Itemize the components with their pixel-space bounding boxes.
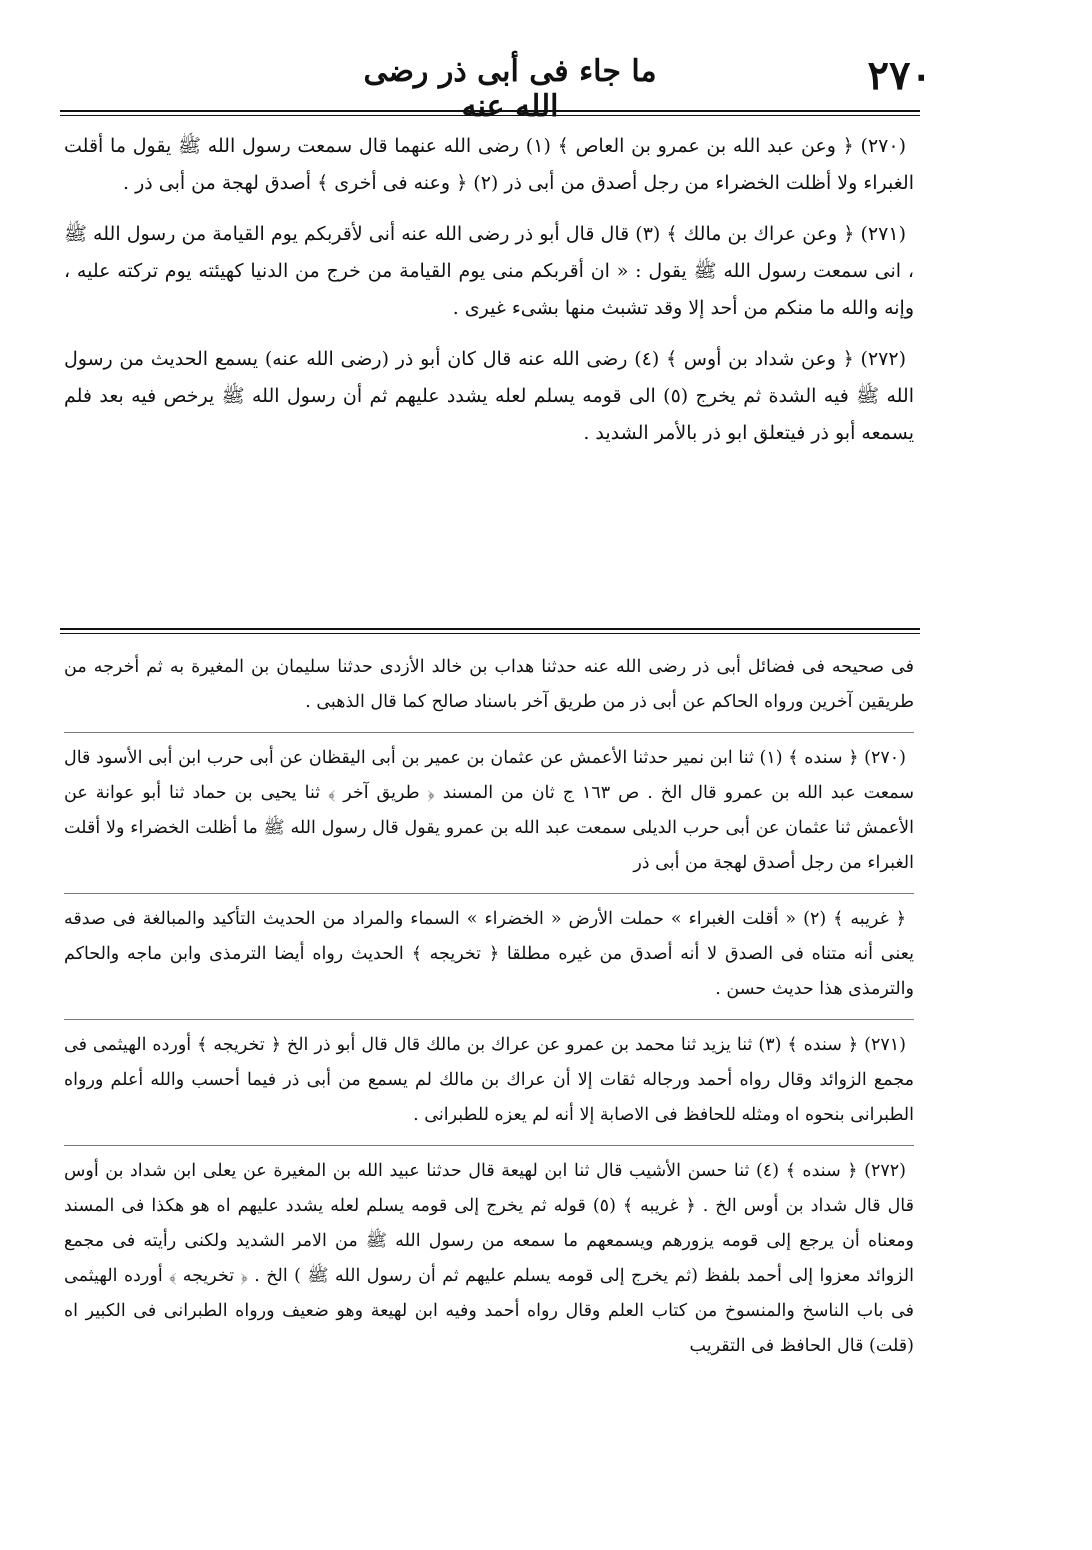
hadith-270: (٢٧٠) ﴿ وعن عبد الله بن عمرو بن العاص ﴾ (١) رضى الله عنهما قال سمعت رسول الله ﷺ يقول ما أقلت الغبراء ولا أظلت الخضراء من رجل أصدق من أبى ذر (٢) ﴿ وعنه فى أخرى ﴾ أصدق لهجة من أبى ذر . xyxy=(64,135,914,194)
hadith-271: (٢٧١) ﴿ وعن عراك بن مالك ﴾ (٣) قال قال أبو ذر رضى الله عنه أنى لأقربكم يوم القيامة من رسول الله ﷺ ، انى سمعت رسول الله ﷺ يقول : « ان أقربكم منى يوم القيامة من خرج من الدنيا كهيئته يوم تركته عليه ، وإنه والله ما منكم من أحد إلا وقد تشبث منها بشىء غيرى . xyxy=(64,223,914,319)
footnote-divider xyxy=(64,1019,914,1020)
footnote-divider xyxy=(64,732,914,733)
footnote-270-sanad: (٢٧٠) ﴿ سنده ﴾ (١) ثنا ابن نمير حدثنا الأعمش عن عثمان بن عمير بن أبى اليقظان عن أبى حرب ابن أبى الأسود قال سمعت عبد الله بن عمرو قال الخ . ص ١٦٣ ج ثان من المسند ﴿ طريق آخر ﴾ ثنا يحيى بن حماد ثنا أبو عوانة عن الأعمش ثنا عثمان عن أبى حرب الديلى سمعت عبد الله بن عمرو يقول قال رسول الله ﷺ ما أظلت الخضراء ولا أقلت الغبراء من رجل أصدق لهجة من أبى ذر xyxy=(64,748,915,873)
footnote-continuation: فى صحيحه فى فضائل أبى ذر رضى الله عنه حدثنا هداب بن خالد الأزدى حدثنا سليمان بن المغيرة به ثم أخرجه من طريقين آخرين ورواه الحاكم عن أبى ذر من طريق آخر باسناد صالح كما قال الذهبى . xyxy=(64,657,914,712)
hadith-272: (٢٧٢) ﴿ وعن شداد بن أوس ﴾ (٤) رضى الله عنه قال كان أبو ذر (رضى الله عنه) يسمع الحديث من رسول الله ﷺ فيه الشدة ثم يخرج (٥) الى قومه يسلم لعله يشدد عليهم ثم أن رسول الله ﷺ يرخص فيه بعد فلم يسمعه أبو ذر فيتعلق ابو ذر بالأمر الشديد . xyxy=(64,348,914,444)
footnote-divider xyxy=(64,1145,914,1146)
footnotes xyxy=(64,650,914,1376)
footnote-271-sanad: (٢٧١) ﴿ سنده ﴾ (٣) ثنا يزيد ثنا محمد بن عمرو عن عراك بن مالك قال قال أبو ذر الخ ﴿ تخريجه ﴾ أورده الهيثمى فى مجمع الزوائد وقال رواه أحمد ورجاله ثقات إلا أن عراك بن مالك لم يسمع من أبى ذر فيما أحسب والله أعلم ورواه الطبرانى بنحوه اه ومثله للحافظ فى الاصابة إلا أنه لم يعزه للطبرانى . xyxy=(64,1035,914,1125)
footnote-272-sanad: (٢٧٢) ﴿ سنده ﴾ (٤) ثنا حسن الأشيب قال ثنا ابن لهيعة قال حدثنا عبيد الله بن المغيرة عن يعلى ابن شداد بن أوس قال قال شداد بن أوس الخ . ﴿ غريبه ﴾ (٥) قوله ثم يخرج إلى قومه يسلم لعله يشدد عليهم اه هو هكذا فى المسند ومعناه أن يرجع إلى قومه يزورهم ويسمعهم ما سمعه من رسول الله ﷺ من الامر الشديد ولكنى رأيته فى مجمع الزوائد معزوا إلى أحمد بلفظ (ثم يخرج إلى قومه يسلم عليهم ثم أن رسول الله ﷺ ) الخ . ﴿ تخريجه ﴾ أورده الهيثمى فى باب الناسخ والمنسوخ من كتاب العلم وقال رواه أحمد وفيه ابن لهيعة وهو ضعيف ورواه الطبرانى فى الكبير اه (قلت) قال الحافظ فى التقريب xyxy=(64,1161,914,1356)
footnote-divider xyxy=(64,893,914,894)
main-text xyxy=(64,128,914,466)
footnote-rule xyxy=(60,628,920,634)
footnote-270-gharib: ﴿ غريبه ﴾ (٢) « أقلت الغبراء » حملت الأرض « الخضراء » السماء والمراد من الحديث التأكيد والمبالغة فى صدقه يعنى أنه متناه فى الصدق لا أنه أصدق من غيره مطلقا ﴿ تخريجه ﴾ الحديث رواه أيضا الترمذى وابن ماجه والحاكم والترمذى هذا حديث حسن . xyxy=(64,909,914,999)
page-number: ٢٧٠ xyxy=(867,51,932,99)
running-title: ما جاء فى أبى ذر رضى الله عنه xyxy=(363,54,657,124)
page-header xyxy=(60,40,932,124)
header-rule xyxy=(60,110,920,116)
